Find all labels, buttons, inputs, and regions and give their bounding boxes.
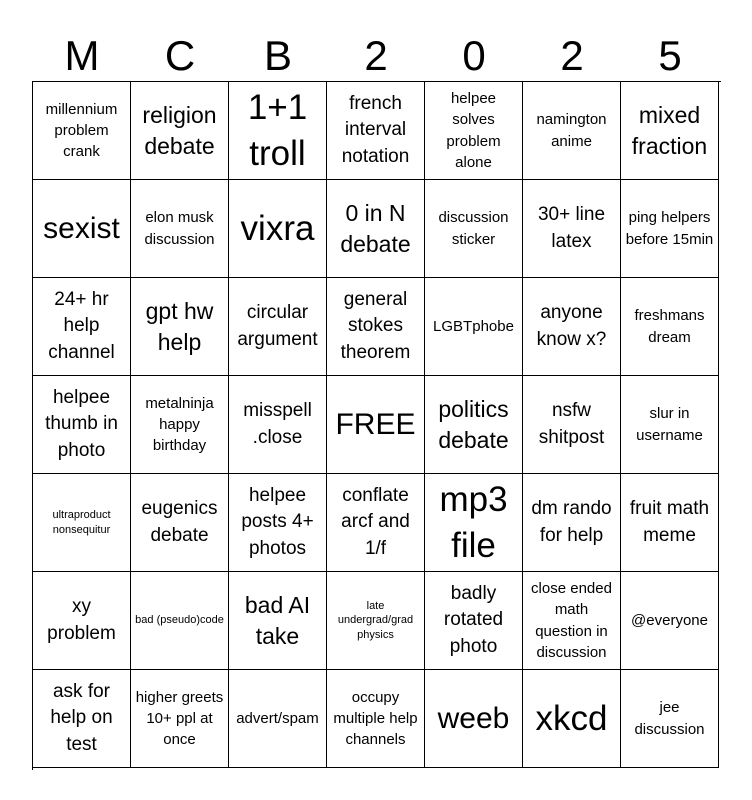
bingo-cell-text: freshmans dream <box>634 307 705 346</box>
bingo-cell[interactable] <box>33 670 131 768</box>
bingo-cell-text: metalninja happy birthday <box>145 394 214 455</box>
bingo-cell-text: FREE <box>335 407 416 441</box>
bingo-cell[interactable] <box>523 278 621 376</box>
bingo-cell-text: close ended math question in discussion <box>531 579 612 661</box>
bingo-cell[interactable] <box>327 670 425 768</box>
bingo-cell[interactable] <box>523 572 621 670</box>
bingo-cell[interactable] <box>327 572 425 670</box>
bingo-cell[interactable] <box>229 376 327 474</box>
bingo-cell-text: weeb <box>437 701 510 735</box>
bingo-cell[interactable] <box>621 572 719 670</box>
bingo-cell-text: millennium problem crank <box>45 100 118 161</box>
bingo-cell-text: 24+ hr help channel <box>48 289 115 363</box>
bingo-cell-text: sexist <box>43 211 120 245</box>
bingo-cell-text: misspell .close <box>243 400 312 448</box>
bingo-cell[interactable] <box>327 376 425 474</box>
bingo-cell[interactable] <box>33 376 131 474</box>
bingo-cell-text: advert/spam <box>236 709 319 727</box>
bingo-cell[interactable] <box>33 82 131 180</box>
bingo-cell[interactable] <box>621 670 719 768</box>
bingo-cell-text: ask for help on test <box>50 681 113 755</box>
bingo-cell-text: politics debate <box>438 396 509 453</box>
bingo-cell-text: general stokes theorem <box>340 289 411 363</box>
bingo-cell-text: xkcd <box>535 698 608 738</box>
header-letter: M <box>64 32 100 79</box>
bingo-cell[interactable] <box>327 474 425 572</box>
bingo-cell-text: 1+1 troll <box>247 88 308 173</box>
bingo-cell-text: LGBTphobe <box>433 317 514 335</box>
bingo-cell-text: vixra <box>240 208 315 248</box>
bingo-cell[interactable] <box>425 670 523 768</box>
bingo-cell[interactable] <box>621 180 719 278</box>
bingo-cell-text: xy problem <box>47 596 116 644</box>
bingo-cell-text: @everyone <box>631 611 708 629</box>
header-letter: 5 <box>658 32 682 79</box>
header-letter: C <box>164 32 196 79</box>
bingo-cell[interactable] <box>425 376 523 474</box>
header-letter: 0 <box>462 32 486 79</box>
bingo-cell[interactable] <box>33 572 131 670</box>
bingo-cell-text: gpt hw help <box>145 298 214 355</box>
bingo-cell[interactable] <box>131 474 229 572</box>
bingo-cell[interactable] <box>131 180 229 278</box>
bingo-cell[interactable] <box>523 474 621 572</box>
bingo-cell-text: bad AI take <box>244 592 311 649</box>
bingo-cell[interactable] <box>523 376 621 474</box>
bingo-cell[interactable] <box>621 474 719 572</box>
header-letter: 2 <box>560 32 584 79</box>
bingo-cell[interactable] <box>229 82 327 180</box>
bingo-cell[interactable] <box>131 376 229 474</box>
bingo-cell[interactable] <box>33 278 131 376</box>
bingo-cell[interactable] <box>621 376 719 474</box>
bingo-cell[interactable] <box>33 474 131 572</box>
bingo-cell[interactable] <box>131 572 229 670</box>
bingo-cell-text: anyone know x? <box>536 302 607 350</box>
bingo-cell[interactable] <box>327 82 425 180</box>
header-letter: B <box>263 32 292 79</box>
bingo-cell[interactable] <box>621 82 719 180</box>
bingo-cell[interactable] <box>425 180 523 278</box>
bingo-cell[interactable] <box>327 278 425 376</box>
bingo-cell-text: french interval notation <box>341 93 410 167</box>
bingo-cell[interactable] <box>229 180 327 278</box>
bingo-grid <box>32 81 721 770</box>
bingo-cell-text: ultraproduct nonsequitur <box>52 509 111 536</box>
bingo-cell[interactable] <box>523 180 621 278</box>
bingo-cell[interactable] <box>523 82 621 180</box>
bingo-cell[interactable] <box>425 474 523 572</box>
bingo-cell-text: helpee thumb in photo <box>45 387 118 461</box>
bingo-cell[interactable] <box>229 572 327 670</box>
bingo-header <box>33 30 719 82</box>
bingo-cell[interactable] <box>621 278 719 376</box>
bingo-cell-text: circular argument <box>237 302 318 350</box>
bingo-cell-text: helpee solves problem alone <box>446 89 501 171</box>
bingo-cell-text: bad (pseudo)code <box>135 614 224 627</box>
bingo-cell[interactable] <box>523 670 621 768</box>
bingo-cell-text: occupy multiple help channels <box>333 688 418 749</box>
bingo-cell-text: mixed fraction <box>631 102 708 159</box>
bingo-cell[interactable] <box>229 474 327 572</box>
bingo-cell-text: helpee posts 4+ photos <box>241 485 314 559</box>
bingo-cell[interactable] <box>131 82 229 180</box>
bingo-cell-text: religion debate <box>142 102 217 159</box>
bingo-cell-text: 0 in N debate <box>340 200 411 257</box>
bingo-cell-text: dm rando for help <box>531 498 612 546</box>
bingo-cell-text: discussion sticker <box>438 209 509 248</box>
header-letter: 2 <box>364 32 388 79</box>
bingo-cell[interactable] <box>327 180 425 278</box>
bingo-cell[interactable] <box>33 180 131 278</box>
bingo-cell-text: 30+ line latex <box>537 204 606 252</box>
bingo-cell-text: nsfw shitpost <box>538 400 605 448</box>
bingo-cell-text: jee discussion <box>634 699 705 738</box>
bingo-cell-text: fruit math meme <box>629 498 710 546</box>
bingo-cell-text: conflate arcf and 1/f <box>341 485 410 559</box>
bingo-cell[interactable] <box>425 572 523 670</box>
bingo-cell-text: namington anime <box>536 111 607 150</box>
bingo-cell-text: badly rotated photo <box>443 583 504 657</box>
bingo-cell[interactable] <box>425 82 523 180</box>
bingo-cell-text: mp3 file <box>439 480 508 565</box>
bingo-cell[interactable] <box>131 278 229 376</box>
bingo-cell-text: ping helpers before 15min <box>625 209 714 248</box>
bingo-cell-text: slur in username <box>636 405 703 444</box>
bingo-cell[interactable] <box>229 278 327 376</box>
bingo-cell-text: higher greets 10+ ppl at once <box>135 688 224 749</box>
bingo-cell-text: elon musk discussion <box>144 209 215 248</box>
bingo-cell[interactable] <box>229 670 327 768</box>
bingo-cell[interactable] <box>425 278 523 376</box>
bingo-cell-text: eugenics debate <box>141 498 218 546</box>
bingo-cell[interactable] <box>131 670 229 768</box>
bingo-cell-text: late undergrad/grad physics <box>337 600 414 641</box>
